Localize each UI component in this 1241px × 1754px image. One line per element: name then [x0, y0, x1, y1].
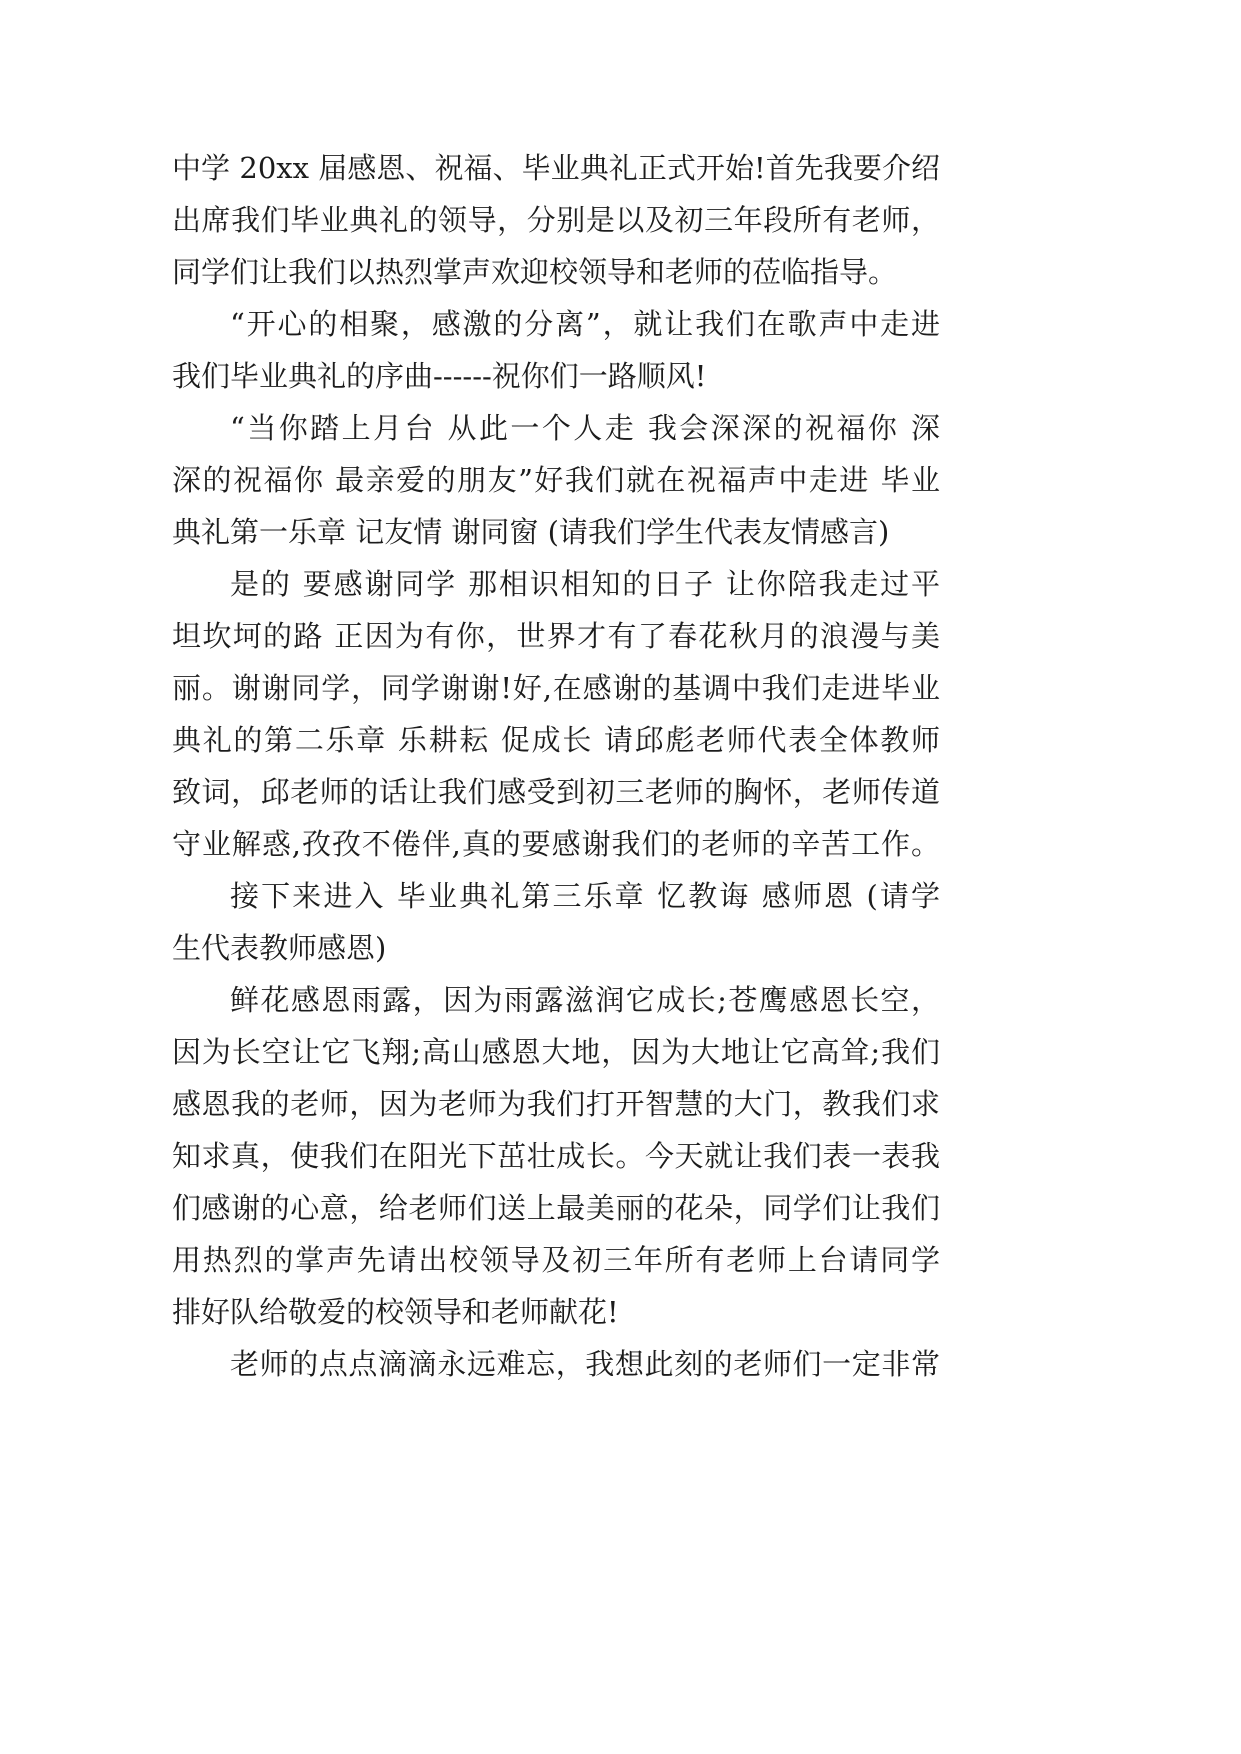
paragraph-line: 们感谢的心意，给老师们送上最美丽的花朵，同学们让我们 [172, 1191, 940, 1225]
paragraph-first-movement [172, 402, 940, 558]
paragraph-line: 典礼第一乐章 记友情 谢同窗 (请我们学生代表友情感言) [172, 515, 890, 549]
paragraph-line: 生代表教师感恩) [172, 931, 387, 965]
paragraph-line: 深的祝福你 最亲爱的朋友”好我们就在祝福声中走进 毕业 [172, 463, 940, 497]
paragraph-line: 守业解惑,孜孜不倦伴,真的要感谢我们的老师的辛苦工作。 [172, 827, 940, 861]
paragraph-opening [172, 142, 940, 298]
paragraph-line: 坦坎坷的路 正因为有你，世界才有了春花秋月的浪漫与美 [172, 619, 940, 653]
paragraph-third-movement [172, 870, 940, 974]
paragraph-line: 同学们让我们以热烈掌声欢迎校领导和老师的莅临指导。 [172, 255, 898, 289]
paragraph-song-intro [172, 298, 940, 402]
paragraph-line: 用热烈的掌声先请出校领导及初三年所有老师上台请同学 [172, 1243, 940, 1277]
paragraph-line: 我们毕业典礼的序曲------祝你们一路顺风! [172, 359, 707, 393]
paragraph-line: 中学 20xx 届感恩、祝福、毕业典礼正式开始!首先我要介绍 [172, 151, 940, 185]
paragraph-line: 典礼的第二乐章 乐耕耘 促成长 请邱彪老师代表全体教师 [172, 723, 940, 757]
paragraph-line: 丽。谢谢同学，同学谢谢!好,在感谢的基调中我们走进毕业 [172, 671, 940, 705]
paragraph-line: 因为长空让它飞翔;高山感恩大地，因为大地让它高耸;我们 [172, 1035, 940, 1069]
paragraph-line: 排好队给敬爱的校领导和老师献花! [172, 1295, 619, 1329]
paragraph-line: 鲜花感恩雨露，因为雨露滋润它成长;苍鹰感恩长空， [230, 983, 940, 1017]
body-text [172, 142, 940, 1390]
paragraph-line: “开心的相聚，感激的分离”，就让我们在歌声中走进 [230, 307, 940, 341]
paragraph-second-movement [172, 558, 940, 870]
paragraph-closing [172, 1338, 940, 1390]
paragraph-line: 感恩我的老师，因为老师为我们打开智慧的大门，教我们求 [172, 1087, 940, 1121]
paragraph-line: 是的 要感谢同学 那相识相知的日子 让你陪我走过平 [230, 567, 940, 601]
paragraph-line: 接下来进入 毕业典礼第三乐章 忆教诲 感师恩 (请学 [230, 879, 940, 913]
paragraph-line: 致词，邱老师的话让我们感受到初三老师的胸怀，老师传道 [172, 775, 940, 809]
paragraph-line: “当你踏上月台 从此一个人走 我会深深的祝福你 深 [230, 411, 940, 445]
paragraph-line: 出席我们毕业典礼的领导，分别是以及初三年段所有老师， [172, 203, 940, 237]
paragraph-line: 老师的点点滴滴永远难忘，我想此刻的老师们一定非常 [230, 1347, 940, 1381]
paragraph-line: 知求真，使我们在阳光下茁壮成长。今天就让我们表一表我 [172, 1139, 940, 1173]
paragraph-gratitude [172, 974, 940, 1338]
